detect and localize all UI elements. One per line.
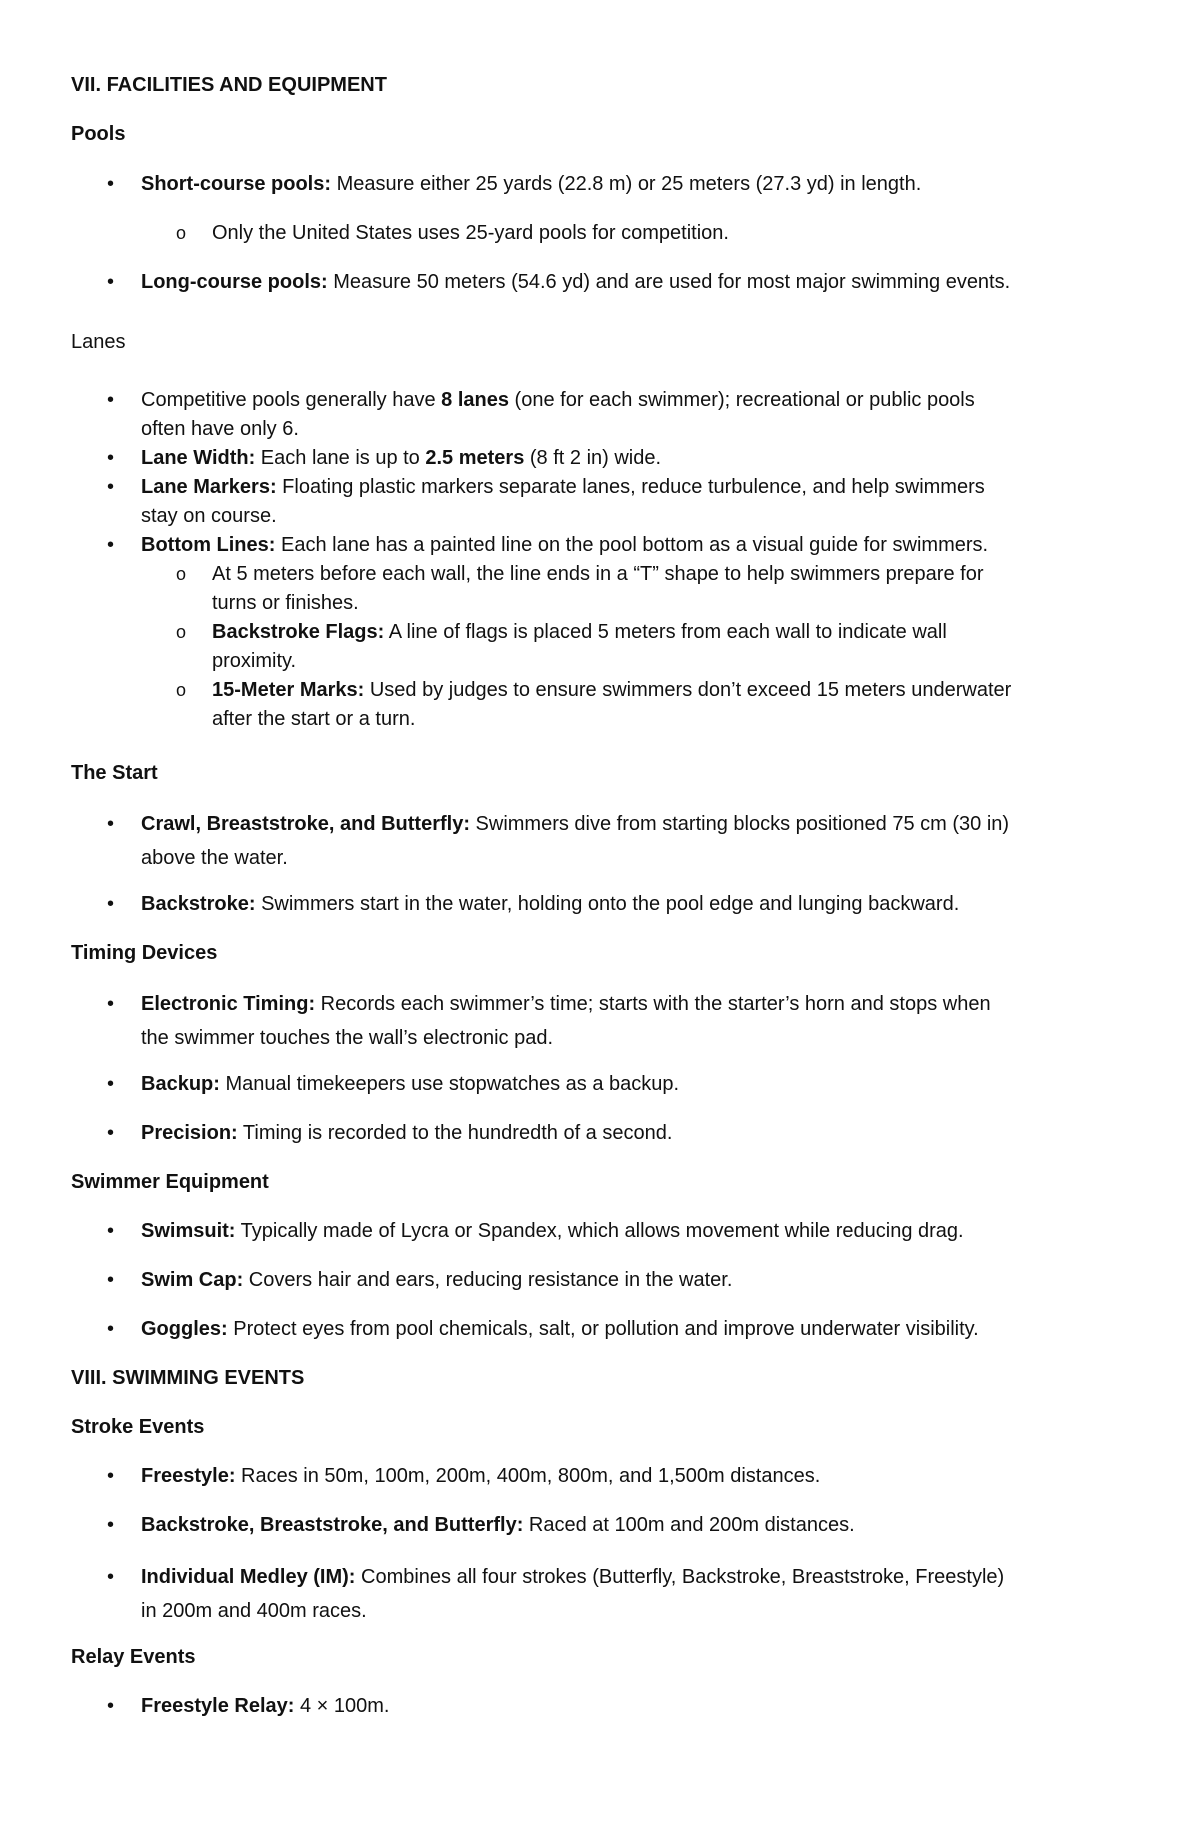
- subsection-heading: Relay Events: [71, 1646, 196, 1668]
- sub-bullet-icon: o: [176, 564, 187, 584]
- subsection-heading: Swimmer Equipment: [71, 1171, 269, 1193]
- bullet-icon: •: [107, 1695, 115, 1717]
- bullet-icon: •: [107, 1073, 115, 1095]
- sub-bullet-icon: o: [176, 622, 187, 642]
- subsection-heading: Lanes: [71, 331, 126, 353]
- bullet-icon: •: [107, 1318, 115, 1340]
- bullet-icon: •: [107, 1514, 115, 1536]
- subsection-heading: Stroke Events: [71, 1416, 205, 1438]
- bullet-icon: •: [107, 1220, 115, 1242]
- section-title: VIII. SWIMMING EVENTS: [71, 1367, 305, 1389]
- bullet-icon: •: [107, 1122, 115, 1144]
- bullet-icon: •: [107, 389, 115, 411]
- bullet-icon: •: [107, 893, 115, 915]
- bullet-icon: •: [107, 271, 115, 293]
- bullet-icon: •: [107, 476, 115, 498]
- bullet-icon: •: [107, 813, 115, 835]
- bullet-icon: •: [107, 173, 115, 195]
- bullet-icon: •: [107, 1566, 115, 1588]
- subsection-heading: Timing Devices: [71, 942, 218, 964]
- bullet-icon: •: [107, 447, 115, 469]
- bullet-icon: •: [107, 534, 115, 556]
- sub-bullet-icon: o: [176, 680, 187, 700]
- subsection-heading: The Start: [71, 762, 158, 784]
- sub-bullet-icon: o: [176, 223, 187, 243]
- bullet-icon: •: [107, 993, 115, 1015]
- bullet-icon: •: [107, 1465, 115, 1487]
- section-title: VII. FACILITIES AND EQUIPMENT: [71, 74, 387, 96]
- subsection-heading: Pools: [71, 123, 126, 145]
- bullet-icon: •: [107, 1269, 115, 1291]
